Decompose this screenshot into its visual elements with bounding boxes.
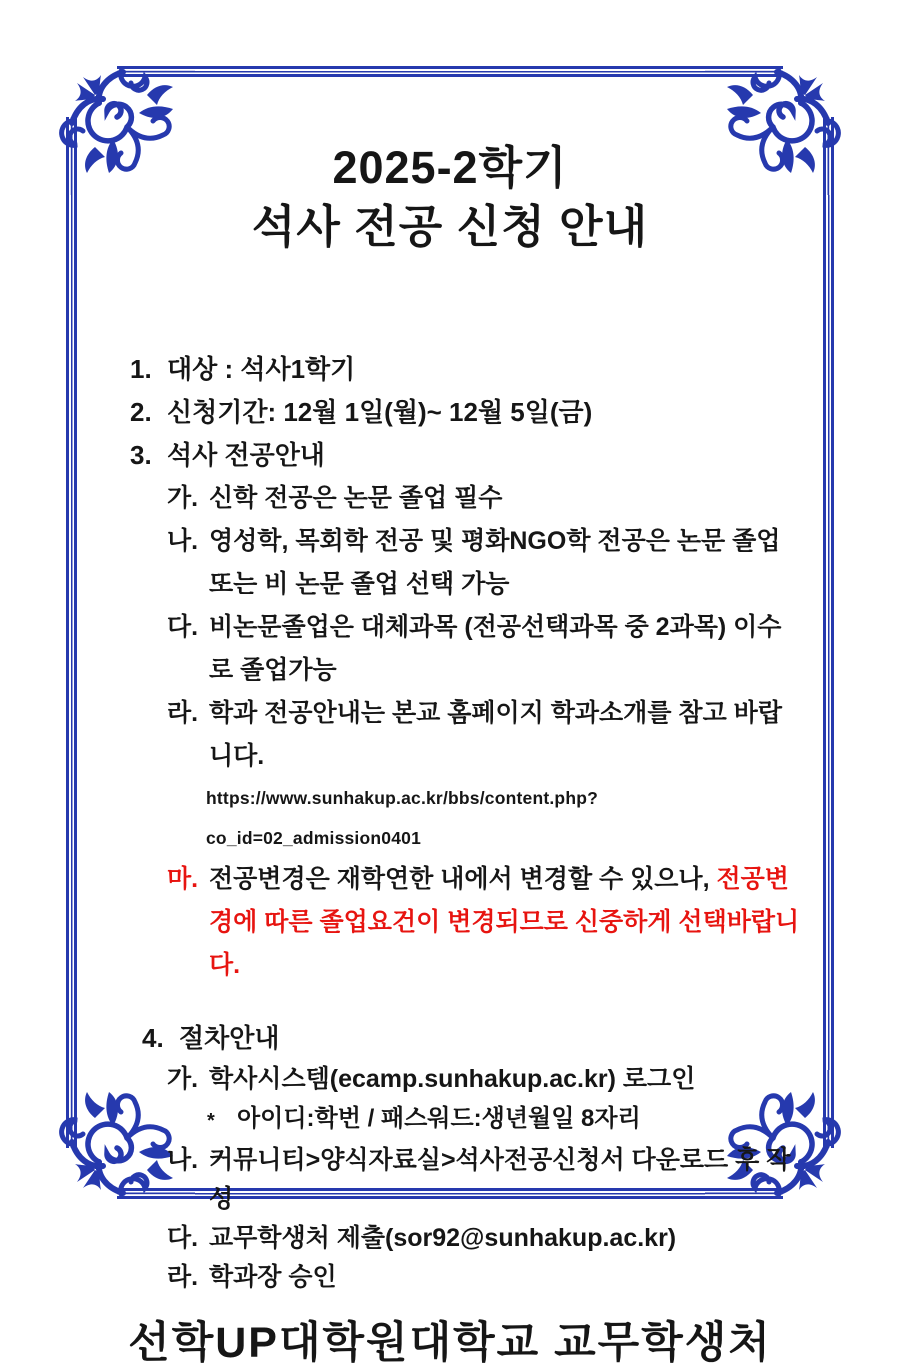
list-item [167,1060,900,1099]
item-text: 신청기간: 12월 1일(월)~ 12월 5일(금) [167,397,593,427]
item-label: 다. [167,1224,199,1252]
item-text: 학과장 승인 [209,1263,337,1291]
item-number: 1. [130,354,152,384]
list-item [167,606,900,692]
warning-text-normal: 전공변경은 재학연한 내에서 변경할 수 있으나, [209,865,717,893]
item-text: 신학 전공은 논문 졸업 필수 [209,484,503,512]
list-item-note [207,1099,900,1141]
item-text: 영성학, 목회학 전공 및 평화NGO학 전공은 논문 졸업 또는 비 논문 졸업 선택 가능 [209,527,781,598]
item-label: 마. [167,865,199,893]
department-info-url [206,778,900,858]
frame-border-top [195,66,705,77]
item-text: 커뮤니티>양식자료실>석사전공신청서 다운로드 후 작성 [209,1146,791,1213]
section-spacer [0,987,900,1017]
item-text: 비논문졸업은 대체과목 (전공선택과목 중 2과목) 이수로 졸업가능 [209,613,782,684]
item-label: * [207,1110,215,1132]
item-text: 절차안내 [179,1023,280,1053]
list-item [130,348,900,391]
list-item [142,1017,900,1060]
list-item-warning [167,858,900,987]
warning-text [209,858,800,987]
title-line-subject: 석사 전공 신청 안내 [251,201,649,253]
url-text: https://www.sunhakup.ac.kr/bbs/content.php?co_id=02_admission0401 [206,788,598,848]
item-label: 가. [167,1065,199,1093]
item-label: 라. [167,1263,199,1291]
item-label: 나. [167,527,199,555]
list-item [130,391,900,434]
notice-body [0,348,900,1370]
item-number: 2. [130,397,152,427]
item-number: 3. [130,440,152,470]
item-number: 4. [142,1023,164,1053]
list-item [167,477,900,520]
item-text: 석사 전공안내 [167,440,325,470]
list-item [167,1258,900,1297]
title-line-semester: 2025-2학기 [332,142,568,193]
item-label: 가. [167,484,199,512]
item-label: 라. [167,699,199,727]
item-text: 대상 : 석사1학기 [167,354,356,384]
list-item [167,692,900,778]
list-item [167,520,900,606]
item-text: 학사시스템(ecamp.sunhakup.ac.kr) 로그인 [209,1065,696,1093]
issuing-office-title: 선학UP대학원대학교 교무학생처 [128,1319,772,1367]
warning-text-alert: 전공변경에 따른 졸업요건이 변경되므로 신중하게 선택바랍니다. [209,865,800,979]
list-item [167,1219,900,1258]
item-text: 교무학생처 제출(sor92@sunhakup.ac.kr) [209,1224,677,1252]
item-text: 학과 전공안내는 본교 홈페이지 학과소개를 참고 바랍니다. [209,699,782,770]
item-label: 나. [167,1146,199,1174]
list-item [130,434,900,477]
page-title [0,138,900,257]
item-label: 다. [167,613,199,641]
item-text: 아이디:학번 / 패스워드:생년월일 8자리 [237,1105,641,1132]
list-item [167,1141,900,1219]
